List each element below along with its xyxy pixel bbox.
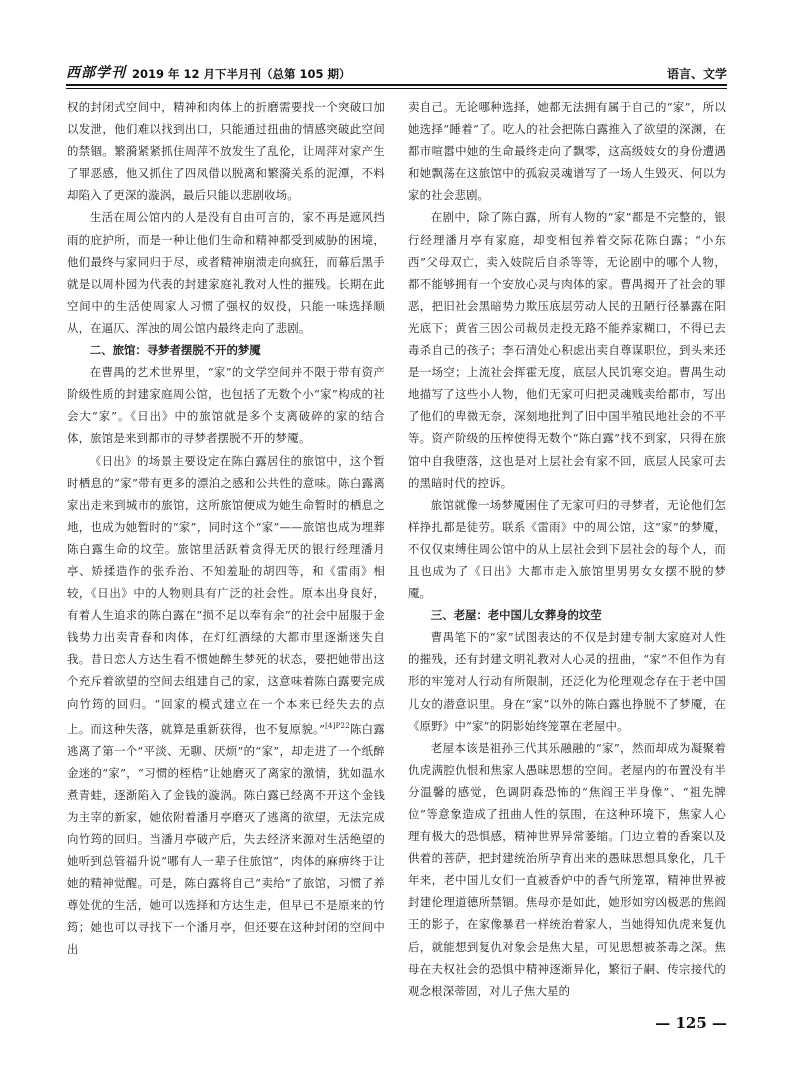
paragraph: 老屋本该是祖孙三代其乐融融的“家”，然而却成为凝聚着仇虎满腔仇恨和焦家人愚昧思想的空间。老屋内的布置没有半分温馨的感觉，色调阴森恐怖的“焦阎王半身像”、“祖先牌位”等意象造成了扭曲人性的氛围，在这种环境下，焦家人心理有极大的恐惧感，精神世界异常萎缩。门边立着的香案以及供着的菩萨，把封建统治所孕育出来的愚昧思想具象化，几千年来，老中国儿女们一直被香炉中的香气所笼罩，精神世界被封建伦理道德所禁锢。焦母亦是如此，她形如穷凶极恶的焦阎王的影子，在家像暴君一样统治着家人，当她得知仇虎来复仇后，就能想到复仇对象会是焦大星，可见思想被茶毒之深。焦母在夫权社会的恐惧中精神逐渐异化，繁衍子嗣、传宗接代的观念根深蒂固，对儿子焦大星的 (408, 740, 726, 998)
journal-name: 西部学刊 (66, 65, 126, 81)
paragraph: 曹禺笔下的“家”试图表达的不仅是封建专制大家庭对人性的摧残，还有封建文明礼教对人心灵的扭曲，“家”不但作为有形的牢笼对人行动有所限制，还泛化为伦理观念存在于老中国儿女的潜意识里。身在“家”以外的陈白露也挣脱不了梦魇，在《原野》中“家”的阴影始终笼罩在老屋中。 (408, 630, 726, 733)
paragraph: 在剧中，除了陈白露，所有人物的“家”都是不完整的，银行经理潘月亭有家庭，却变相包养着交际花陈白露；“小东西”父母双亡，卖入妓院后自杀等等，无论剧中的哪个人物，都不能够拥有一个安放心灵与肉体的家。曹禺揭开了社会的罪恶，把旧社会黑暗势力欺压底层劳动人民的丑陋行径暴露在阳光底下；黄省三因公司裁员走投无路不能养家糊口，不得已去毒杀自己的孩子；李石清处心积虑出卖自尊谋职位，到头来还是一场空；上流社会挥霍无度，底层人民饥寒交迫。曹禺生动地描写了这些小人物，他们无家可归把灵魂贱卖给都市，写出了他们的卑微无奈，深刻地批判了旧中国半殖民地社会的不平等。资产阶级的压榨使得无数个“陈白露”找不到家，只得在旅馆中自我堕落，这也是对上层社会有家不回，底层人民家可去的黑暗时代的控诉。 (408, 210, 726, 490)
paragraph: 旅馆就像一场梦魇困住了无家可归的寻梦者，无论他们怎样挣扎都是徒劳。联系《雷雨》中的周公馆，这“家”的梦魇，不仅仅束缚住周公馆中的从上层社会到下层社会的每个人，而且也成为了《日出》大都市走入旅馆里男男女女摆不脱的梦魇。 (408, 497, 726, 601)
header-rule (66, 84, 727, 86)
paragraph: 卖自己。无论哪种选择，她都无法拥有属于自己的“家”，所以她选择“睡着”了。吃人的社会把陈白露推入了欲望的深渊，在都市喧嚣中她的生命最终走向了飘零，这高级妓女的身份遭遇和她飘荡在这旅馆中的孤寂灵魂谱写了一场人生毁灭、何以为家的社会悲剧。 (408, 100, 726, 203)
citation: [4]P22 (325, 721, 350, 730)
issue-info: 2019 年 12 月下半月刊（总第 105 期） (132, 67, 351, 81)
page-header (66, 60, 727, 82)
paragraph: 权的封闭式空间中，精神和肉体上的折磨需要找一个突破口加以发泄，他们难以找到出口，只能通过扭曲的情感突破此空间的禁锢。繁漪紧紧抓住周萍不放发生了乱伦，让周萍对家产生了罪恶感，他又抓住了四凤借以脱离和繁漪关系的泥潭，不料却陷入了更深的漩涡，最后只能以悲剧收场。 (67, 100, 385, 203)
paragraph: 在曹禺的艺术世界里，“家”的文学空间并不限于带有资产阶级性质的封建家庭周公馆，也包括了无数个小“家”构成的社会大“家”。《日出》中的旅馆就是多个支离破碎的家的结合体，旅馆是来到都市的寻梦者摆脱不开的梦魇。 (67, 365, 385, 446)
paragraph-text: 陈白露逃离了第一个“平淡、无聊、厌烦”的“家”，却走进了一个纸醉金迷的“家”，“习惯的桎梏”让她磨灭了离家的激情，犹如温水煮青蛙，逐渐陷入了金钱的漩涡。陈白露已经离不开这个金钱为主宰的新家，她依附着潘月亭磨灭了逃离的欲望，无法完成向竹筠的回归。当潘月亭破产后，失去经济来源对生活绝望的她听到总管福升说“哪有人一辈子住旅馆”，肉体的麻痹终于让她的精神觉醒。可是，陈白露将自己“卖给”了旅馆，习惯了养尊处优的生活，她可以选择和方达生走，但早已不是原来的竹筠；她也可以寻找下一个潘月亭，但还要在这种封闭的空间中出 (67, 721, 385, 957)
paragraph: 生活在周公馆内的人是没有自由可言的，家不再是遮风挡雨的庇护所，而是一种让他们生命和精神都受到威胁的困境，他们最终与家同归于尽，或者精神崩溃走向疯狂，而幕后黑手就是以周朴园为代表的封建家庭礼教对人性的摧残。长期在此空间中的生活使周家人习惯了强权的奴役，只能一味选择顺从，在逼仄、浑浊的周公馆内最终走向了悲剧。 (67, 210, 385, 335)
header-left (66, 62, 351, 82)
paragraph (67, 450, 385, 961)
page-number: — 125 — (655, 1014, 727, 1032)
section-label: 语言、文学 (666, 67, 727, 81)
section-heading: 三、老屋：老中国儿女葬身的坟茔 (430, 608, 602, 623)
left-column (67, 96, 385, 960)
paragraph-text: 《日出》的场景主要设定在陈白露居住的旅馆中，这个暂时栖息的“家”带有更多的漂泊之感和公共性的意味。陈白露离家出走来到城市的旅馆，这所旅馆便成为她生命暂时的栖息之地，也成为她暂时的“家”，同时这个“家”——旅馆也成为埋葬陈白露生命的坟茔。旅馆里活跃着贪得无厌的银行经理潘月亭、矫揉造作的张乔治、不知羞耻的胡四等，和《雷雨》相较，《日出》中的人物则具有广泛的社会性。原本出身良好，有着人生追求的陈白露在“损不足以奉有余”的社会中屈服于金钱势力出卖青春和肉体，在灯红酒绿的大都市里逐渐迷失自我。昔日恋人方达生看不惯她醉生梦死的状态，要把她带出这个充斥着欲望的空间去组建自己的家，这意味着陈白露要完成向竹筠的回归。“回家的模式建立在一个本来已经失去的点上。而这种失落，就算是重新获得，也不复原貌。” (67, 453, 385, 736)
section-heading: 二、旅馆：寻梦者摆脱不开的梦魇 (89, 343, 261, 358)
header-rule-thin (66, 88, 727, 89)
right-column (408, 96, 726, 1002)
